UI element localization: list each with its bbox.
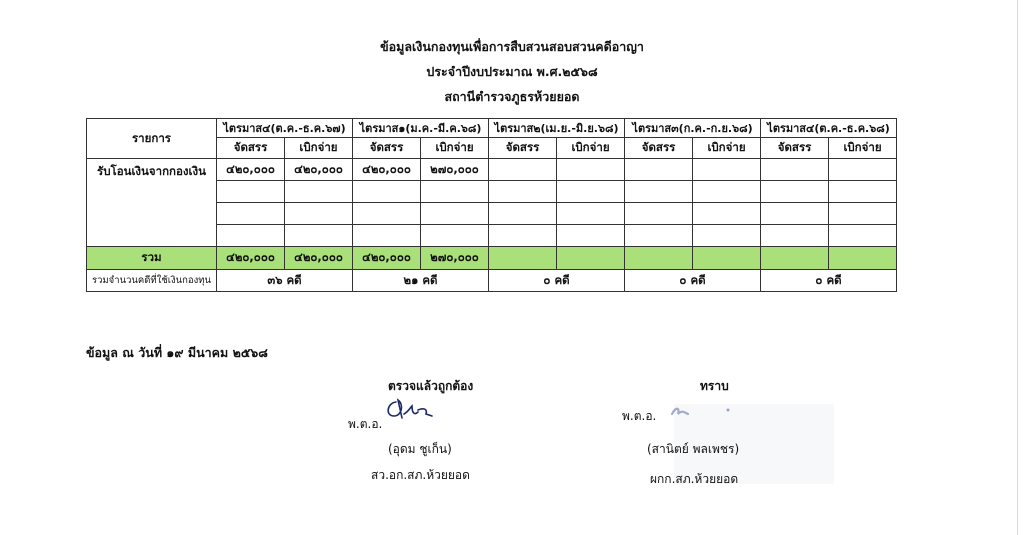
sub-header-disb: เบิกจ่าย (829, 138, 897, 159)
left-signer-position: สว.อก.สภ.ห้วยยอด (371, 468, 470, 482)
total-cell (625, 247, 693, 270)
table-cell (829, 159, 897, 181)
col-item-header: รายการ (87, 119, 217, 159)
table-cell (489, 159, 557, 181)
sub-header-disb: เบิกจ่าย (285, 138, 353, 159)
quarter-header: ไตรมาส๔(ต.ค.-ธ.ค.๖๗) (217, 119, 353, 138)
sub-header-alloc: จัดสรร (489, 138, 557, 159)
cases-cell: ๒๑ คดี (353, 270, 489, 292)
left-signature-image (382, 394, 438, 424)
right-rank: พ.ต.อ. (622, 409, 657, 423)
quarter-header: ไตรมาส๒(เม.ย.-มิ.ย.๖๘) (489, 119, 625, 138)
right-sign-heading: ทราบ (700, 379, 729, 393)
table-cell: ๒๗๐,๐๐๐ (421, 159, 489, 181)
total-cell (829, 247, 897, 270)
total-label: รวม (87, 247, 217, 270)
total-row (87, 247, 897, 270)
total-cell (489, 247, 557, 270)
left-rank: พ.ต.อ. (348, 417, 383, 431)
table-cell: ๔๒๐,๐๐๐ (353, 159, 421, 181)
row-label: รับโอนเงินจากกองเงิน (87, 159, 217, 247)
total-cell: ๒๗๐,๐๐๐ (421, 247, 489, 270)
right-signature-blurred (668, 402, 738, 420)
table-cell (557, 159, 625, 181)
right-signer-name: (สานิตย์ พลเพชร) (647, 442, 740, 456)
total-cell (693, 247, 761, 270)
sub-header-alloc: จัดสรร (353, 138, 421, 159)
data-as-of-date: ข้อมูล ณ วันที่ ๑๙ มีนาคม ๒๕๖๘ (86, 345, 268, 360)
sub-header-disb: เบิกจ่าย (421, 138, 489, 159)
sub-header-disb: เบิกจ่าย (557, 138, 625, 159)
doc-title: ข้อมูลเงินกองทุนเพื่อการสืบสวนสอบสวนคดีอาญา (380, 39, 644, 54)
quarter-header: ไตรมาส๓(ก.ค.-ก.ย.๖๘) (625, 119, 761, 138)
cases-cell: ๐ คดี (625, 270, 761, 292)
cases-cell: ๐ คดี (761, 270, 897, 292)
quarter-header: ไตรมาส๑(ม.ค.-มี.ค.๖๘) (353, 119, 489, 138)
total-cell: ๔๒๐,๐๐๐ (285, 247, 353, 270)
table-cell (761, 159, 829, 181)
table-cell (625, 159, 693, 181)
fund-table (86, 118, 897, 292)
total-cell (557, 247, 625, 270)
table-cell (693, 159, 761, 181)
right-signer-position: ผกก.สภ.ห้วยยอด (650, 472, 739, 486)
doc-fiscal-year: ประจำปีงบประมาณ พ.ศ.๒๕๖๘ (426, 64, 598, 79)
left-signer-name: (อุดม ชูเก็น) (388, 442, 452, 456)
sub-header-disb: เบิกจ่าย (693, 138, 761, 159)
cases-label: รวมจำนวนคดีที่ใช้เงินกองทุน (87, 270, 217, 292)
doc-station: สถานีตำรวจภูธรห้วยยอด (444, 89, 580, 104)
left-sign-heading: ตรวจแล้วถูกต้อง (388, 379, 474, 393)
total-cell: ๔๒๐,๐๐๐ (217, 247, 285, 270)
table-row (87, 159, 897, 181)
total-cell (761, 247, 829, 270)
sub-header-alloc: จัดสรร (761, 138, 829, 159)
cases-row (87, 270, 897, 292)
table-cell: ๔๒๐,๐๐๐ (217, 159, 285, 181)
cases-cell: ๐ คดี (489, 270, 625, 292)
table-cell: ๔๒๐,๐๐๐ (285, 159, 353, 181)
cases-cell: ๓๖ คดี (217, 270, 353, 292)
total-cell: ๔๒๐,๐๐๐ (353, 247, 421, 270)
quarter-header: ไตรมาส๔(ต.ค.-ธ.ค.๖๘) (761, 119, 897, 138)
sub-header-alloc: จัดสรร (217, 138, 285, 159)
sub-header-alloc: จัดสรร (625, 138, 693, 159)
